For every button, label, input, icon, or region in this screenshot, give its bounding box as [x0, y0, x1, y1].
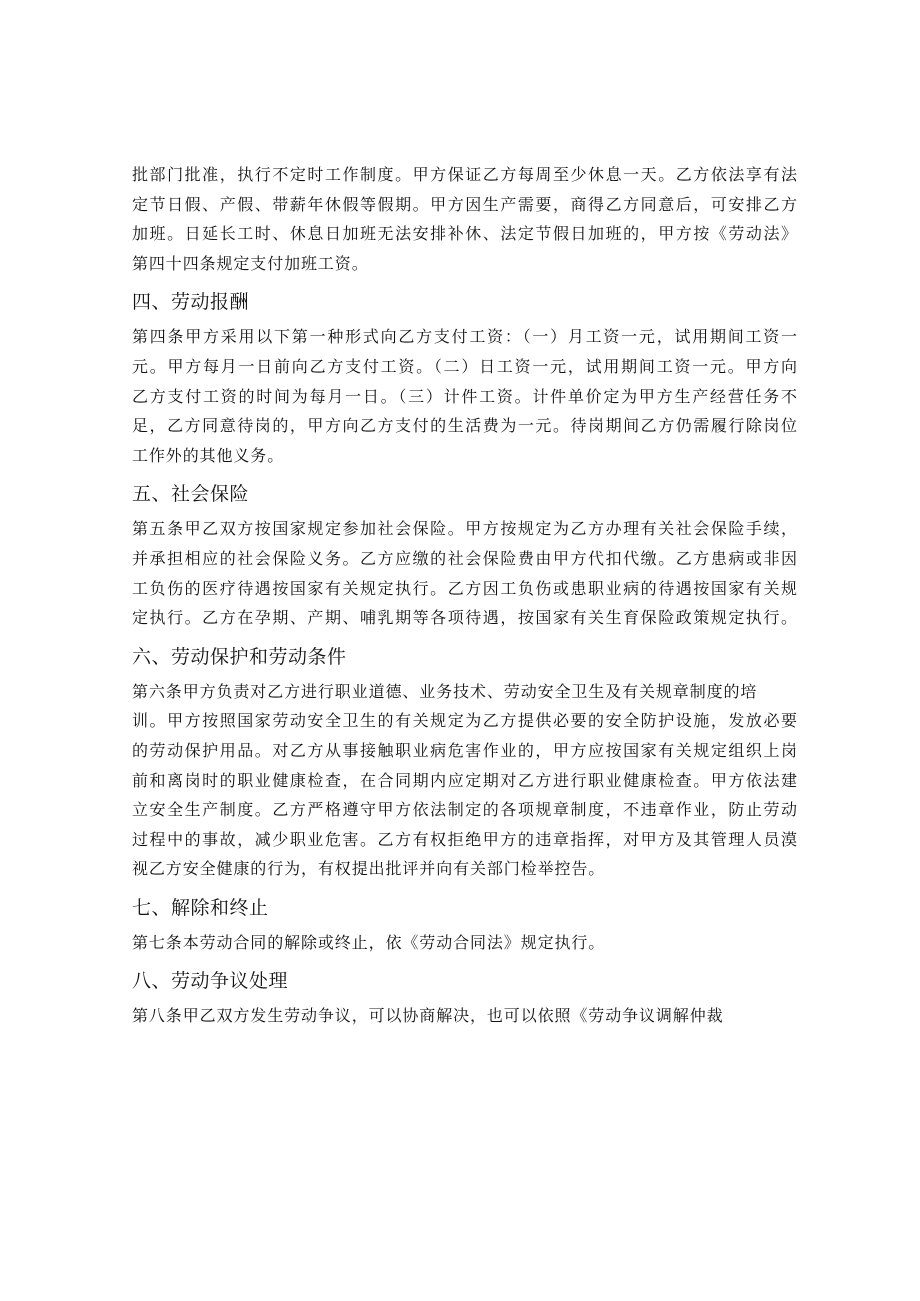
paragraph-line: 定执行。乙方在孕期、产期、哺乳期等各项待遇，按国家有关生育保险政策规定执行。 — [132, 608, 797, 628]
paragraph-line: 定节日假、产假、带薪年休假等假期。甲方因生产需要，商得乙方同意后，可安排乙方 — [132, 194, 797, 214]
paragraph-line: 乙方支付工资的时间为每月一日。（三）计件工资。计件单价定为甲方生产经营任务不 — [132, 386, 797, 406]
paragraph-line: 加班。日延长工时、休息日加班无法安排补休、法定节假日加班的，甲方按《劳动法》 — [132, 224, 797, 244]
section-7 — [132, 892, 797, 958]
section-5 — [132, 478, 797, 632]
paragraph-line: 第六条甲方负责对乙方进行职业道德、业务技术、劳动安全卫生及有关规章制度的培 — [132, 681, 758, 701]
section-4 — [132, 286, 797, 470]
paragraph-line: 立安全生产制度。乙方严格遵守甲方依法制定的各项规章制度，不违章作业，防止劳动 — [132, 800, 797, 820]
paragraph-line: 足，乙方同意待岗的，甲方向乙方支付的生活费为一元。待岗期间乙方仍需履行除岗位 — [132, 416, 797, 436]
paragraph-line: 的劳动保护用品。对乙方从事接触职业病危害作业的，甲方应按国家有关规定组织上岗 — [132, 740, 797, 760]
section-8 — [132, 965, 797, 1031]
paragraph-line: 工负伤的医疗待遇按国家有关规定执行。乙方因工负伤或患职业病的待遇按国家有关规 — [132, 578, 797, 598]
section-heading: 七、解除和终止 — [132, 896, 269, 919]
paragraph-line: 训。甲方按照国家劳动安全卫生的有关规定为乙方提供必要的安全防护设施，发放必要 — [132, 711, 797, 731]
section-heading: 六、劳动保护和劳动条件 — [132, 645, 347, 668]
paragraph-line: 视乙方安全健康的行为，有权提出批评并向有关部门检举控告。 — [132, 859, 606, 879]
paragraph-line: 元。甲方每月一日前向乙方支付工资。（二）日工资一元，试用期间工资一元。甲方向 — [132, 356, 797, 376]
paragraph-line: 并承担相应的社会保险义务。乙方应缴的社会保险费由甲方代扣代缴。乙方患病或非因 — [132, 548, 797, 568]
paragraph-line: 第四条甲方采用以下第一种形式向乙方支付工资：（一）月工资一元，试用期间工资一 — [132, 327, 797, 347]
section-heading: 八、劳动争议处理 — [132, 970, 289, 993]
paragraph-line: 工作外的其他义务。 — [132, 445, 285, 465]
section-6 — [132, 641, 797, 884]
paragraph-line: 第五条甲乙双方按国家规定参加社会保险。甲方按规定为乙方办理有关社会保险手续， — [132, 519, 797, 539]
paragraph-line: 第八条甲乙双方发生劳动争议，可以协商解决，也可以依照《劳动争议调解仲裁 — [132, 1006, 724, 1026]
paragraph-line: 第四十四条规定支付加班工资。 — [132, 253, 369, 273]
section-heading: 五、社会保险 — [132, 483, 250, 506]
section-heading: 四、劳动报酬 — [132, 291, 250, 314]
section-3-continuation — [132, 160, 797, 278]
paragraph-line: 批部门批准，执行不定时工作制度。甲方保证乙方每周至少休息一天。乙方依法享有法 — [132, 165, 797, 184]
paragraph-line: 前和离岗时的职业健康检查，在合同期内应定期对乙方进行职业健康检查。甲方依法建 — [132, 770, 797, 790]
paragraph-line: 第七条本劳动合同的解除或终止，依《劳动合同法》规定执行。 — [132, 932, 606, 952]
paragraph-line: 过程中的事故，减少职业危害。乙方有权拒绝甲方的违章指挥，对甲方及其管理人员漠 — [132, 829, 797, 849]
document-page — [132, 160, 797, 1031]
